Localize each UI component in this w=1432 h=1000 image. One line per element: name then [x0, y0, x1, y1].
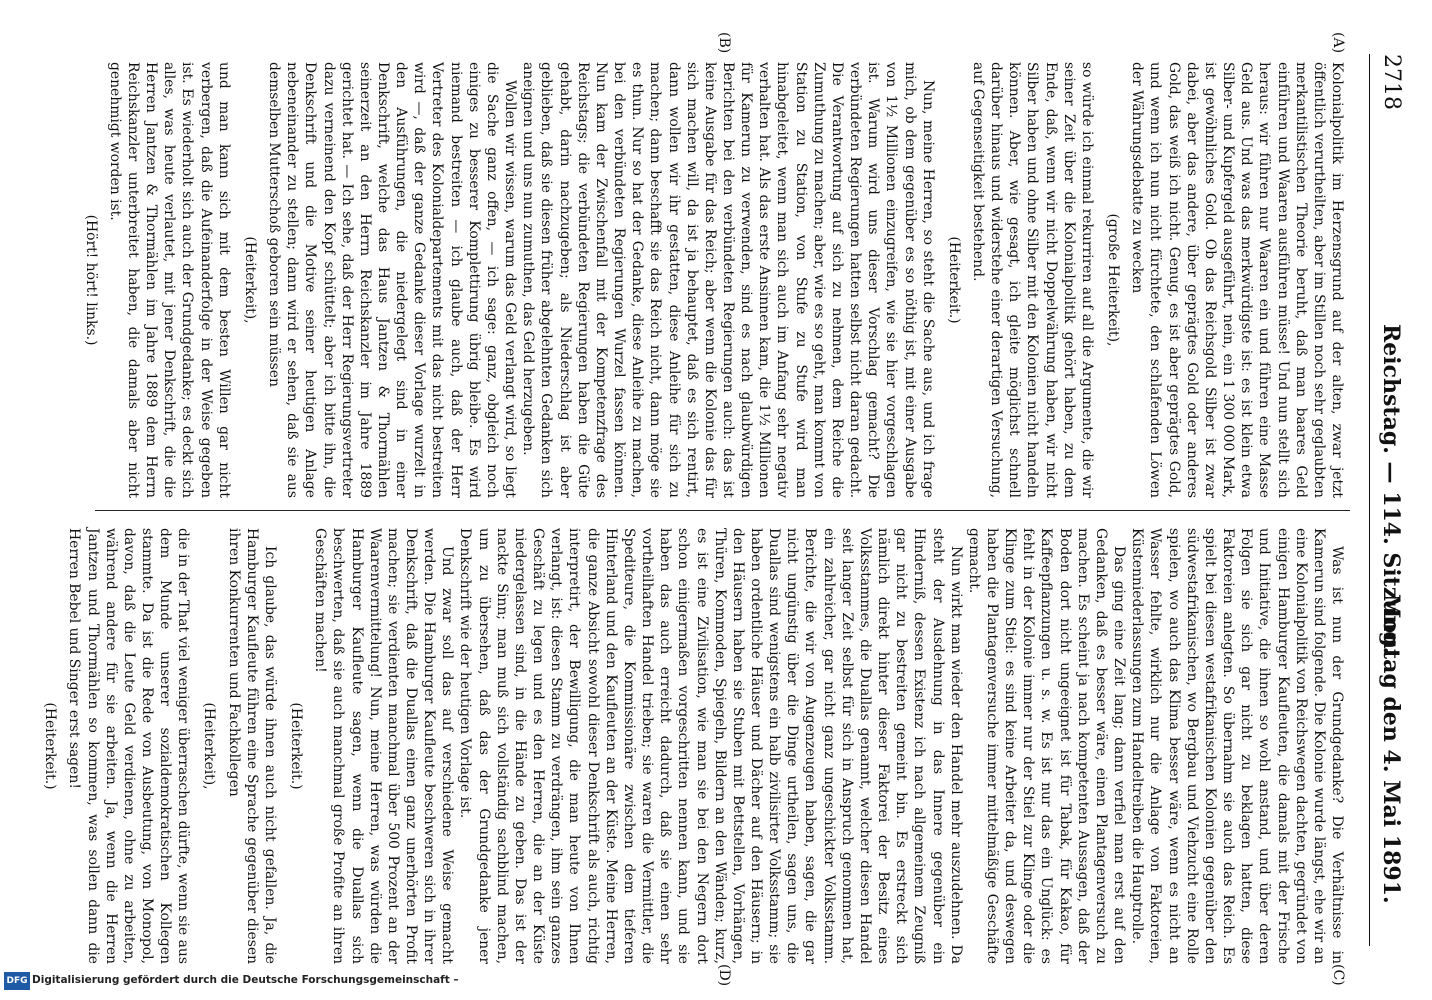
session-title: Reichstag. — 114. Sitzung.	[1378, 324, 1404, 655]
interjection: (große Heiterkeit),	[1105, 213, 1122, 347]
paragraph: Und zwar soll das auf verschiedene Weise gemacht werden. Die Hamburger Kaufleute beschweren sich in ihrer Denkschrift, daß die Duallas einen ganz unerhörten Profit machen; sie verdienten manchmal über 500 Prozent an der Waarenvermittelung! Nun, meine Herren, was würden die Hamburger Kaufleute sagen, wenn die Duallas sich beschwerten, daß sie auch manchmal große Profite an ihren Geschäften machen!	[312, 528, 456, 964]
session-date: Montag den 4. Mai 1891.	[1378, 594, 1404, 904]
paragraph: und man kann sich mit dem besten Willen gar nicht verbergen, daß die Aufeinanderfolge in der Weise gegeben ist. Es wiederholt sich auch der Grundgedanke; es deckt sich alles, was heute verlautet, mit jener Denkschrift, die die Herren Jantzen & Thormählen im Jahre 1889 dem Herrn Reichskanzler unterbreitet haben, die damals aber nicht genehmigt worden ist.	[106, 62, 232, 498]
margin-mark-c: (C)	[1330, 964, 1346, 986]
paragraph: Nun wirkt man wieder den Handel mehr auszudehnen. Da steht der Ausdehnung in das Innere gegenüber ein Hinderniß, dessen Existenz ich nach allgemeinem Zeugniß gar nicht zu bestreiten gemeint bin. Es erstreckt sich nämlich direkt hinter dieser Faktorei der Besitz eines Volksstammes, die Duallas genannt, welcher diesen Handel seit langer Zeit selbst für sich in Anspruch genommen hat, ein zahlreicher, gar nicht ganz ungeschickter Volksstamm. Berichte, die wir von Augenzeugen haben, sagen, die gar nicht ungünstig über die Dinge urtheilen, sagen uns, die Duallas sind wenigstens ein halb zivilisirter Volksstamm; sie haben ordentliche Häuser und Dächer auf den Häusern; in den Häusern haben sie Stuben mit Bettstellen, Vorhängen, Thüren, Kommoden, Spiegeln, Bildern an den Wänden; kurz, es ist eine Zivilisation, wie man sie bei den Negern dort schon einigermaßen vorgeschritten nennen kann, und sie haben das auch erreicht dadurch, daß sie einen sehr vortheilhaften Handel trieben; sie waren die Vermittler, die Spediteure, die Kommissionäre zwischen dem tieferen Hinterland und den Kaufleuten an der Küste. Meine Herren, die ganze Absicht sowohl dieser Denkschrift als auch, richtig interpretirt, der Bewilligung, die man heute von Ihnen verlangt, ist: diesen Stamm zu verdrängen, ihm sein ganzes Geschäft zu legen und es den Herren, die an der Küste niedergelassen sind, in die Hände zu geben. Das ist der nackte Sinn; man muß sich vollständig sachblind machen, um zu übersehen, daß das der Grundgedanke jener Denkschrift wie der heutigen Vorlage ist.	[457, 528, 964, 964]
paragraph: Wollen wir wissen, warum das Geld verlangt wird, so liegt die Sache ganz offen, — ich sage: ganz, obgleich noch einiges zu besserer Komplettirung übrig bleibe. Es wird niemand bestreiten — ich glaube auch, daß der Herr Vertreter des Kolonialdepartements mit das nicht bestreiten wird —, daß der ganze Gedanke dieser Vorlage wurzelt in den Ausführungen, die niedergelegt sind in einer Denkschrift, welche das Haus Jantzen & Thormählen seinerzeit an den Herrn Reichskanzler im Jahre 1889 gerichtet hat. — Ich sehe, daß der Herr Regierungsvertreter dazu verneinend den Kopf schüttelt; aber ich bitte ihn, die Denkschrift und die Motive seiner heutigen Anlage nebeneinander zu stellen; dann wird er sehen, daß sie aus demselben Mutterschoß geboren sein müssen	[266, 62, 519, 498]
paragraph: Ich glaube, das würde ihnen auch nicht gefallen. Ja, die Hamburger Kaufleute führen eine Sprache gegenüber diesen ihren Konkurrenten und Fachkollegen	[225, 528, 278, 964]
running-header	[1369, 54, 1414, 946]
interjection: (Heiterkeit.)	[945, 236, 962, 324]
right-text-column	[33, 528, 1346, 964]
interjection: (Heiterkeit),	[241, 236, 258, 324]
interjection: (Hört! hört! links.)	[82, 214, 99, 346]
margin-mark-b: (B)	[716, 32, 732, 54]
interjection: (Heiterkeit),	[201, 702, 218, 790]
interjection: (Heiterkeit.)	[42, 702, 59, 790]
interjection: (Heiterkeit.)	[288, 702, 305, 790]
margin-mark-d: (D)	[716, 964, 732, 987]
paragraph: Das ging eine Zeit lang; dann verfiel man erst auf den Gedanken, daß es besser wäre, einen Plantagenversuch zu machen. Es scheint ja nach kompetenten Aussagen, daß der Boden dort nicht ungeeignet ist für Tabak, für Kakao, für Kaffeepflanzungen u. s. w. Es ist nur das ein Unglück: es fehlt in der Kolonie immer nur der Stiel zur Klinge oder die Klinge zum Stiel: es sind keine Arbeiter da, und deswegen haben die Plantagenversuche immer mittelmäßige Geschäfte gemacht.	[965, 528, 1128, 964]
paragraph: Kolonialpolitik im Herzensgrund auf der alten, zwar jetzt öffentlich verurtheilten, aber im Stillen noch sehr geglaubten merkantilistischen Theorie beruht, daß man baares Geld einführen und Waaren ausführen müsse! Und nun stellt sich heraus: wir führen nur Waaren ein und führen eine Masse Geld aus. Und was das merkwürdigste ist: es ist klein etwa Silber- und Kupfergeld ausgeführt, nein, ein 1 300 000 Mark, ist gewöhnliches Gold. Ob das Reichsgold Silber ist zwar dabei, aber das andere, über geprägtes Gold oder anderes Gold, das weiß ich nicht. Genug, es ist aber geprägtes Gold, und wenn ich nun nicht fürchtete, den schlafenden Löwen der Währungsdebatte zu wecken	[1129, 62, 1345, 498]
column-divider	[95, 510, 1350, 511]
paragraph: die in der That viel weniger überraschen dürfte, wenn sie aus dem Munde unserer sozialdemokratischen Kollegen stammte. Da ist die Rede von Ausbeutung, von Monopol, davon, daß die Leute Geld verdienen, ohne zu arbeiten, während andere für sie arbeiten. Ja, wenn die Herren Jantzen und Thormählen so kommen, was sollen dann die Herren Bebel und Singer erst sagen!	[66, 528, 192, 964]
page-number: 2718	[1379, 54, 1404, 110]
dfg-logo-text: DFG	[6, 976, 28, 986]
paragraph: Was ist nun der Grundgedanke? Die Verhältnisse in Kamerun sind folgende. Die Kolonie wurde längst, ehe wir an eine Kolonialpolitik von Reichswegen dachten, gegründet von einigen Hamburger Kaufleuten, die damals mit der Frische und Initiative, die ihnen so wohl anstand, und über deren Folgen sie sich gar nicht zu beklagen hatten, diese Faktoreien anlegten. So übernahm sie auch das Reich. Es spielt bei diesen westafrikanischen Kolonien gegenüber den südwestafrikanischen, wo Bergbau und Viehzucht eine Rolle spielen, wo auch das Klima besser wäre, wenn es nicht an Wasser fehlte, wirklich nur die Anlage von Faktoreien, Küstenniederlassungen zum Handeltreiben die Hauptrolle.	[1129, 528, 1345, 964]
margin-mark-a: (A)	[1330, 32, 1346, 54]
paragraph: Nun, meine Herren, so steht die Sache aus, und ich frage mich, ob dem gegenüber es so nöthig ist, mit einer Ausgabe von 1½ Millionen einzugreifen, wie sie hier vorgeschlagen ist. Warum wird uns dieser Vorschlag gemacht? Die verbündeten Regierungen hatten selbst nicht daran gedacht. Die Verantwortung auf sich zu nehmen, dem Reiche die Zumuthung zu machen; aber, wie es so geht, man kommt von Station zu Station, von Stufe zu Stufe wird man hinabgeleitet, wenn man sich auch im Anfang sehr negativ verhalten hat. Als das erste Ansinnen kam, die 1½ Millionen für Kamerun zu verwenden, sind es nach glaubwürdigen Berichten bei den verbündeten Regierungen auch: das ist keine Ausgabe für das Reich; aber wenn die Kolonie das für sich machen will, da ist ja behauptet, daß es sich rentirt, dann wollen wir ihr gestatten, diese Anleihe für sich zu machen; dann beschafft sie das Reich nicht, dann möge sie es thun. Nur so hat der Gedanke, diese Anleihe zu machen, bei den verbündeten Regierungen Wurzel fassen können. Nun kam der Zwischenfall mit der Kompetenzfrage des Reichstags; die verbündeten Regierungen haben die Güte gehabt, darin nachzugeben; als Niederschlag ist aber geblieben, daß sie diesen früher abgelehnten Gedanken sich aneignen und uns nun zumuthen, das Geld herzugeben.	[520, 62, 936, 498]
paragraph: so würde ich einmal rekurriren auf all die Argumente, die wir seiner Zeit über die Kolonialpolitik gehört haben, zu dem Ende, daß, wenn wir nicht Doppelwährung haben, wir nicht Silber haben und ohne Silber mit den Kolonien nicht handeln können. Aber, wie gesagt, ich gleite möglichst schnell darüber hinaus und widerstehe einer derartigen Versuchung, auf Gegenseitigkeit bestehend.	[970, 62, 1095, 498]
dfg-logo	[4, 972, 30, 990]
digitization-credit: Digitalisierung gefördert durch die Deutsche Forschungsgemeinschaft –	[32, 974, 459, 986]
left-text-column	[74, 62, 1346, 498]
